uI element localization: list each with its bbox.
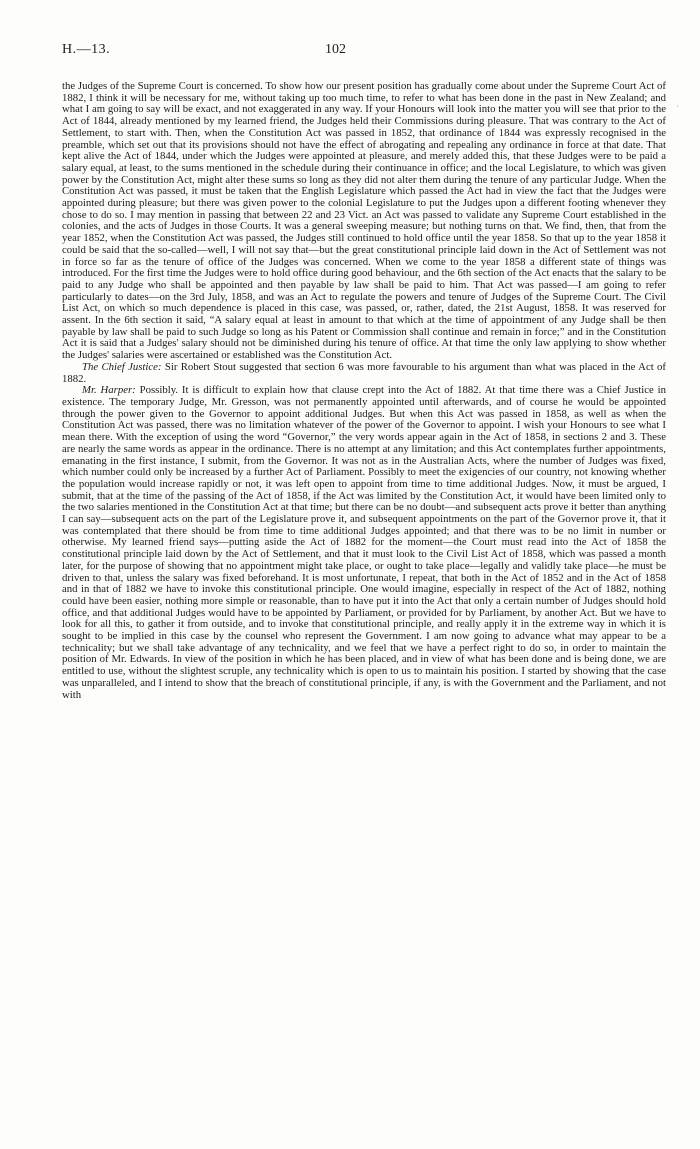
speaker-label: Mr. Harper: bbox=[82, 384, 136, 397]
stray-dot-mark: · bbox=[676, 102, 679, 111]
speaker-label: The Chief Justice: bbox=[82, 360, 162, 373]
paragraph-mr-harper bbox=[62, 385, 666, 701]
body-text bbox=[62, 81, 666, 701]
paragraph-text: Possibly. It is difficult to explain how that clause crept into the Act of 1882. At that time there was a Chief Justice in existence. The temporary Judge, Mr. Gresson, was not permanently appointed until afterwards, and of course he would be appointed through the power given to the Governor to appoint additional Judges. But when this Act was passed in 1858, as well as when the Constitution Act was passed, there was no limitation whatever of the power of the Governor to appoint. I wish your Honours to see what I mean there. With the exception of using the word “Governor,” the very words appear again in the Act of 1858, in sections 2 and 3. These are nearly the same words as appear in the ordinance. There is no attempt at any limitation; and this Act contemplates further appointments, emanating in the first instance, I submit, from the Governor. It was not as in the Australian Acts, where the number of Judges was fixed, which number could only be increased by a further Act of Parliament. Possibly to meet the exigencies of our country, not knowing whether the population would increase rapidly or not, it was left open to appoint from time to time additional Judges. Now, it must be argued, I submit, that at the time of the passing of the Act of 1858, if the Act was limited by the Constitution Act, it would have been limited only to the two salaries mentioned in the Constitution Act at that time; but there can be no doubt—and subsequent acts prove it better than anything I can say—subsequent acts on the part of the Legislature prove it, and subsequent appointments on the part of the Governor prove it, that it was contemplated that there should be from time to time additional Judges appointed; and that there was to be no limit in number or otherwise. My learned friend says—putting aside the Act of 1882 for the moment—the Court must read into the Act of 1858 the constitutional principle laid down by the Act of Settlement, and that it must look to the Civil List Act of 1858, which was passed a month later, for the purpose of showing that no appointment might take place, or ought to take place—legally and validly take place—he must be driven to that, unless the salary was fixed beforehand. It is most unfortunate, I repeat, that both in the Act of 1852 and in the Act of 1858 and in that of 1882 we have to invoke this constitutional principle. One would imagine, especially in respect of the Act of 1882, nothing could have been easier, nothing more simple or reasonable, than to have put it into the Act that only a certain number of Judges should hold office, and that additional Judges would have to be appointed by Parliament, or provided for by Parliament, by another Act. But we have to look for all this, to gather it from outside, and to invoke that constitutional principle, and really apply it in the extreme way in which it is sought to be implied in this case by the counsel who represent the Government. I am now going to advance what may appear to be a technicality; but we shall take advantage of any technicality, and we feel that we have a perfect right to do so, in order to maintain the position of Mr. Edwards. In view of the position in which he has been placed, and in view of what has been done and is being done, we are entitled to use, without the slightest scruple, any technicality which is open to us to maintain his position. I started by showing that the case was unparalleled, and I intend to show that the breach of constitutional principle, if any, is with the Government and the Parliament, and not with bbox=[62, 384, 666, 701]
paragraph-continued bbox=[62, 81, 666, 362]
paragraph-chief-justice bbox=[62, 362, 666, 385]
running-header bbox=[62, 42, 660, 60]
paper-reference: H.—13. bbox=[62, 42, 111, 57]
page-number: 102 bbox=[325, 42, 346, 57]
paragraph-text: the Judges of the Supreme Court is concerned. To show how our present position has gradually come about under the Supreme Court Act of 1882, I think it will be necessary for me, without taking up too much time, to refer to what has been done in the past in New Zealand; and what I am going to say will be exact, and not exaggerated in any way. If your Honours will look into the matter you will see that prior to the Act of 1844, already mentioned by my learned friend, the Judges held their Commissions during pleasure. That was contrary to the Act of Settlement, to start with. Then, when the Constitution Act was passed in 1852, that ordinance of 1844 was expressly recognised in the preamble, which set out that its provisions should not have the effect of abrogating and repealing any ordinance in force at that date. That kept alive the Act of 1844, under which the Judges were appointed at pleasure, and merely added this, that these Judges were to be paid a salary equal, at least, to the sums mentioned in the schedule during their continuance in office; and the local Legislature, to which was given power by the Constitution Act, might alter these sums so long as they did not alter them during the tenure of any particular Judge. When the Constitution Act was passed, it must be taken that the English Legislature which passed the Act had in view the fact that the Judges were appointed during pleasure; but there was given power to the colonial Legislature to put the Judges upon a different footing whenever they chose to do so. I may mention in passing that between 22 and 23 Vict. an Act was passed to validate any Supreme Court established in the colonies, and the acts of Judges in those Courts. It was a general sweeping measure; but nothing turns on that. We find, then, that from the year 1852, when the Constitution Act was passed, the Judges still continued to hold office until the year 1858. So that up to the year 1858 it could be said that the so-called—well, I will not say that—but the great constitutional principle laid down in the Act of Settlement was not in force so far as the tenure of office of the Judges was concerned. When we come to the year 1858 a different state of things was introduced. For the first time the Judges were to hold office during good behaviour, and the 6th section of the Act enacts that the salary to be paid to any Judge who shall be appointed and then payable by law shall be paid to him. That Act was passed—I am going to refer particularly to dates—on the 3rd July, 1858, and was an Act to regulate the powers and tenure of Judges of the Supreme Court. The Civil List Act, on which so much dependence is placed in this case, was passed, or, rather, dated, the 21st August, 1858. It was reserved for assent. In the 6th section it said, “A salary equal at least in amount to that which at the time of appointment of any Judge shall be then payable by law shall be paid to such Judge so long as his Patent or Commission shall continue and remain in force;” and in the Constitution Act it is said that a Judges' salary should not be diminished during his tenure of office. At that time the only law applying to show whether the Judges' salaries were ascertained or established was the Constitution Act. bbox=[62, 80, 666, 362]
paragraph-text: Sir Robert Stout suggested that section 6 was more favourable to his argument than what was placed in the Act of 1882. bbox=[62, 360, 666, 385]
